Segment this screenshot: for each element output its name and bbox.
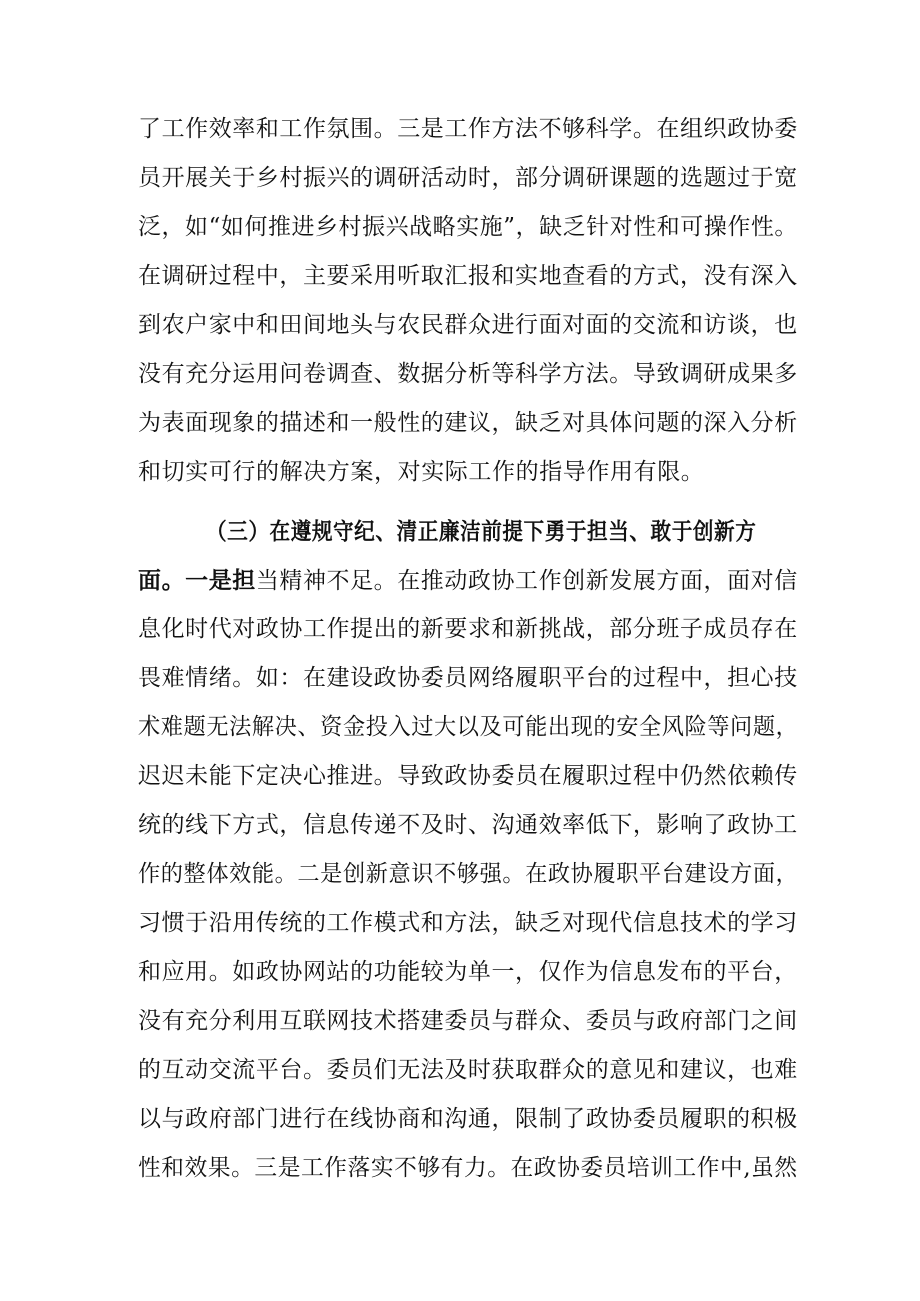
paragraph-line: 畏难情绪。如：在建设政协委员网络履职平台的过程中，担心技 [138, 665, 798, 691]
paragraph-line: 在调研过程中，主要采用听取汇报和实地查看的方式，没有深入 [138, 263, 798, 289]
paragraph-line: 为表面现象的描述和一般性的建议，缺乏对具体问题的深入分析 [138, 410, 798, 436]
paragraph-line: 没有充分运用问卷调查、数据分析等科学方法。导致调研成果多 [138, 361, 798, 387]
paragraph-line: 以与政府部门进行在线协商和沟通，限制了政协委员履职的积极 [138, 1106, 798, 1132]
paragraph-line: 和应用。如政协网站的功能较为单一，仅作为信息发布的平台， [138, 959, 798, 985]
paragraph-line: 泛，如“如何推进乡村振兴战略实施”，缺乏针对性和可操作性。 [138, 214, 798, 240]
paragraph-line: 员开展关于乡村振兴的调研活动时，部分调研课题的选题过于宽 [138, 165, 798, 191]
section-heading-continuation [138, 569, 797, 593]
paragraph-line: 息化时代对政协工作提出的新要求和新挑战，部分班子成员存在 [138, 616, 798, 642]
heading-rest-fragment: 当精神不足。在推动政协工作创新发展方面，面对信 [255, 568, 798, 594]
paragraph-line: 了工作效率和工作氛围。三是工作方法不够科学。在组织政协委 [138, 116, 798, 142]
paragraph-line: 作的整体效能。二是创新意识不够强。在政协履职平台建设方面， [138, 861, 799, 887]
paragraph-line: 没有充分利用互联网技术搭建委员与群众、委员与政府部门之间 [138, 1008, 798, 1034]
paragraph-line: 迟迟未能下定决心推进。导致政协委员在履职过程中仍然依赖传 [138, 763, 798, 789]
paragraph-line: 到农户家中和田间地头与农民群众进行面对面的交流和访谈，也 [138, 312, 798, 338]
paragraph-line: 和切实可行的解决方案，对实际工作的指导作用有限。 [138, 459, 705, 485]
paragraph-line: 性和效果。三是工作落实不够有力。在政协委员培训工作中,虽然 [138, 1155, 798, 1181]
paragraph-line: 的互动交流平台。委员们无法及时获取群众的意见和建议，也难 [138, 1057, 798, 1083]
paragraph-line: 统的线下方式，信息传递不及时、沟通效率低下，影响了政协工 [138, 812, 798, 838]
paragraph-line: 术难题无法解决、资金投入过大以及可能出现的安全风险等问题， [138, 714, 799, 740]
heading-bold-fragment: 面。一是担 [138, 567, 256, 594]
paragraph-line: 习惯于沿用传统的工作模式和方法，缺乏对现代信息技术的学习 [138, 910, 798, 936]
section-heading: （三）在遵规守纪、清正廉洁前提下勇于担当、敢于创新方 [206, 518, 757, 545]
